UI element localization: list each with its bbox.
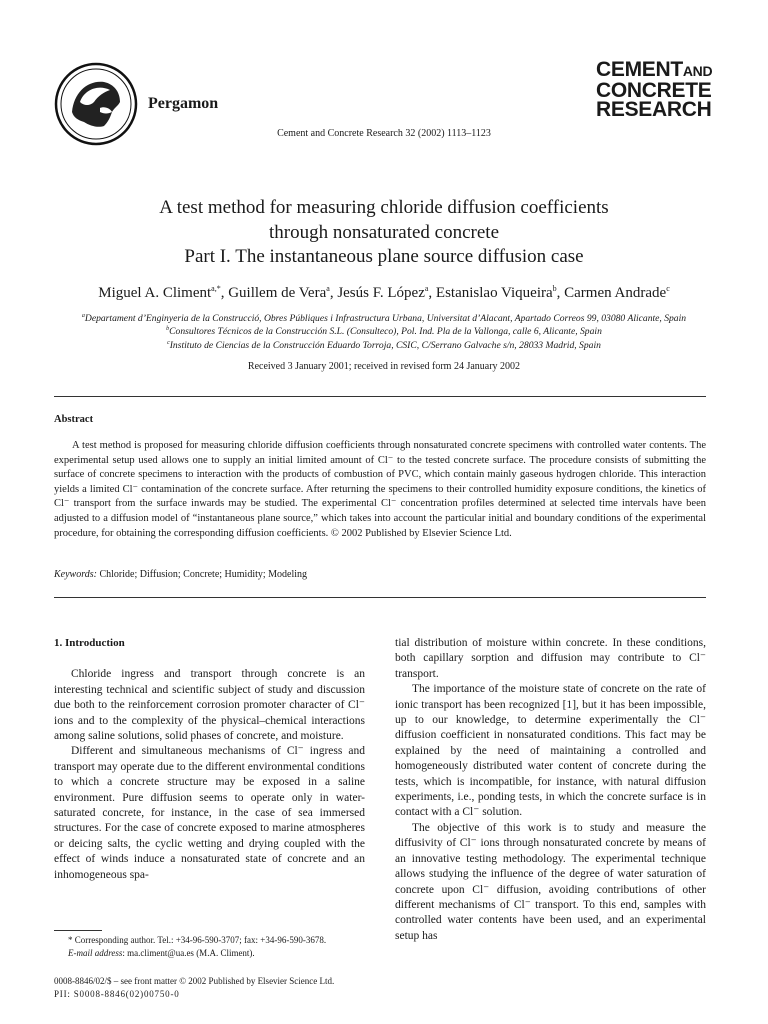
publisher-name: Pergamon: [148, 95, 219, 112]
journal-logo-word-1: CEMENT: [596, 58, 683, 81]
email-text: : ma.climent@ua.es (M.A. Climent).: [122, 948, 255, 958]
issn-line: 0008-8846/02/$ – see front matter © 2002 Published by Elsevier Science Ltd.: [54, 976, 335, 986]
affiliation-b: [0, 326, 768, 337]
front-matter-info: [54, 975, 334, 1001]
corresponding-author-note: * Corresponding author. Tel.: +34-96-590-3707; fax: +34-96-590-3678.: [68, 935, 327, 945]
affiliation-mark: c: [167, 340, 170, 346]
divider: [54, 597, 706, 598]
author-list: Miguel A. Climent$^{a,*}$, Guillem de Vera$^a$, Jesús F. López$^a$, Estanislao Viqueira$^b$, Carmen Andrade$^c$: [98, 284, 670, 301]
keywords-text: Chloride; Diffusion; Concrete; Humidity; Modeling: [99, 569, 308, 580]
author-affiliation-mark: a,*: [211, 284, 221, 293]
keywords-label: Keywords:: [54, 569, 97, 580]
author-name: Jesús F. López: [337, 285, 425, 301]
paragraph: tial distribution of moisture within concrete. In these conditions, both capillary sorption and diffusion may contribute to Cl⁻ transport.: [395, 637, 706, 680]
title-line-3: Part I. The instantaneous plane source diffusion case: [184, 246, 584, 267]
abstract-heading: Abstract: [54, 414, 94, 425]
journal-logo-word-4: RESEARCH: [596, 98, 712, 121]
journal-reference: Cement and Concrete Research 32 (2002) 1113–1123: [277, 128, 491, 139]
title-line-2: through nonsaturated concrete: [268, 222, 500, 243]
right-column: [395, 636, 706, 944]
left-column: [54, 636, 365, 883]
paragraph: The importance of the moisture state of concrete on the rate of ionic transport has been recognized [1], but it has been impossible, up to our knowledge, to determine experimentally the Cl⁻ diffusion coefficient in nonsaturated conditions. This fact may be explained by the need of maintaining a controlled and homogeneously distributed water content of concrete during the tests, which is incompatible, for instance, with natural diffusion experiments, i.e., ponding tests, in which the concrete surface is in contact with a Cl⁻ solution.: [395, 683, 706, 819]
journal-logo-word-2: AND: [682, 63, 713, 79]
footnote: [54, 934, 365, 960]
paragraph: The objective of this work is to study and measure the diffusivity of Cl⁻ ions through nonsaturated concrete by means of an innovative testing methodology. The experimental technique allows studying the influence of the degree of water saturation of concrete upon Cl⁻ diffusion, avoiding contributions of other different mechanisms of Cl⁻ transport. To this end, samples with controlled water contents have been used, and an experimental setup has: [395, 821, 706, 942]
author-name: Guillem de Vera: [228, 285, 327, 301]
affiliation-mark: a: [81, 313, 85, 319]
email-label: E-mail address: [68, 948, 123, 958]
author-affiliation-mark: b: [552, 284, 557, 293]
section-heading: 1. Introduction: [54, 637, 125, 649]
keywords: [54, 569, 307, 580]
author-affiliation-mark: a: [326, 284, 330, 293]
author-name: Carmen Andrade: [564, 285, 667, 301]
title-line-1: A test method for measuring chloride diffusion coefficients: [159, 197, 609, 218]
pii-line: PII: S0008-8846(02)00750-0: [54, 989, 180, 999]
affiliation-mark: b: [166, 326, 170, 332]
author-name: Miguel A. Climent: [98, 285, 212, 301]
affiliation-a: [0, 313, 768, 324]
affiliation-text: Departament d’Enginyeria de la Construcció, Obres Públiques i Infrastructura Urbana, Universitat d’Alacant, Apartado Correos 99, 03080 Alicante, Spain: [84, 313, 687, 325]
journal-logo: [596, 58, 713, 121]
author-name: Estanislao Viqueira: [435, 285, 553, 301]
author-affiliation-mark: c: [666, 284, 670, 293]
abstract-text: A test method is proposed for measuring chloride diffusion coefficients through nonsaturated concrete specimens with controlled water contents. The experimental setup used allows one to supply an initial limited amount of Cl⁻ to the tested concrete surface. The procedure consists of submitting the surface of concrete specimens to interaction with the products of combustion of PVC, which contain mainly gaseous hydrogen chloride. This interaction yields a limited Cl⁻ contamination of the concrete surface. After returning the specimens to their controlled humidity exposure conditions, the kinetics of Cl⁻ transport from the surface inwards may be studied. The experimental Cl⁻ concentration profiles determined at selected time intervals have been adjusted to a diffusion model of “instantaneous plane source,” which takes into account the particular initial and boundary conditions of the experimental procedure, for obtaining the corresponding diffusion coefficients. © 2002 Published by Elsevier Science Ltd.: [54, 440, 706, 539]
paragraph: Different and simultaneous mechanisms of Cl⁻ ingress and transport may operate due to the different environmental conditions to which a concrete structure may be exposed in a saline environment. Pure diffusion seems to operate only in water-saturated concrete, for instance, in the case of sea immersed structures. For the case of concrete exposed to marine atmospheres or deicing salts, the cyclic wetting and drying coupled with the effect of winds induce a nonsaturated state of concrete and an inhomogeneous spa-: [54, 745, 365, 881]
received-dates: Received 3 January 2001; received in revised form 24 January 2002: [247, 361, 521, 372]
divider: [54, 396, 706, 397]
affiliation-c: [0, 340, 768, 351]
footnote-rule: [54, 930, 102, 931]
affiliation-text: Consultores Técnicos de la Construcción S.L. (Consulteco), Pol. Ind. Pla de la Vallonga, calle 6, Alicante, Spain: [169, 326, 602, 338]
author-affiliation-mark: a: [424, 284, 429, 293]
paragraph: Chloride ingress and transport through concrete is an interesting technical and scientific subject of study and discussion due both to the reinforcement corrosion promoter character of Cl⁻ ions and to the complexity of the physical–chemical interactions among saline solutions, solid phases of concrete, and moisture.: [54, 668, 365, 743]
journal-logo-word-3: CONCRETE: [596, 79, 712, 102]
affiliation-text: Instituto de Ciencias de la Construcción Eduardo Torroja, CSIC, C/Serrano Galvache s/n, 28033 Madrid, Spain: [169, 340, 601, 352]
